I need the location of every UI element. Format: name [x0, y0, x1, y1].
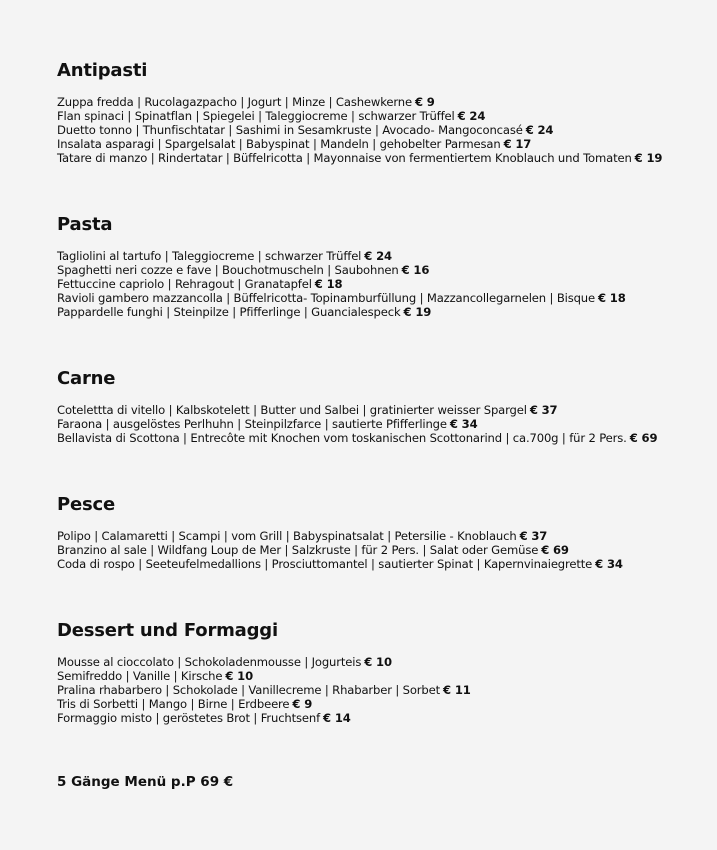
menu-item — [57, 277, 709, 291]
menu-item-price: € 69 — [541, 543, 569, 557]
menu-item-description: Bellavista di Scottona | Entrecôte mit Knochen vom toskanischen Scottonarind | ca.700g | für 2 Pers. — [57, 431, 627, 445]
menu-item-list — [57, 529, 709, 571]
menu-item-description: Pappardelle funghi | Steinpilze | Pfifferlinge | Guancialespeck — [57, 305, 401, 319]
menu-item — [57, 697, 709, 711]
menu-item-price: € 24 — [364, 249, 392, 263]
menu-item — [57, 263, 709, 277]
menu-item — [57, 557, 709, 571]
menu-item-list — [57, 655, 709, 725]
menu-item-description: Ravioli gambero mazzancolla | Büffelricotta- Topinamburfüllung | Mazzancollegarnelen | Bisque — [57, 291, 595, 305]
menu-item-description: Coda di rospo | Seeteufelmedallions | Prosciuttomantel | sautierter Spinat | Kapernvinaiegrette — [57, 557, 593, 571]
menu-item-list — [57, 249, 709, 319]
menu-item-price: € 69 — [629, 431, 658, 445]
menu-item-price: € 17 — [503, 137, 532, 151]
menu-item-description: Cotelettta di vitello | Kalbskotelett | Butter und Salbei | gratinierter weisser Spargel — [57, 403, 527, 417]
menu-item-price: € 10 — [364, 655, 392, 669]
menu-item-price: € 34 — [595, 557, 623, 571]
menu-item-price: € 34 — [449, 417, 478, 431]
set-menu-offer: 5 Gänge Menü p.P 69 € — [57, 774, 234, 790]
menu-item — [57, 431, 709, 445]
menu-item — [57, 151, 709, 165]
menu-item-price: € 11 — [443, 683, 471, 697]
menu-item — [57, 683, 709, 697]
menu-item-description: Faraona | ausgelöstes Perlhuhn | Steinpilzfarce | sautierte Pfifferlinge — [57, 417, 447, 431]
menu-item-description: Mousse al cioccolato | Schokoladenmousse | Jogurteis — [57, 655, 362, 669]
menu-item-price: € 16 — [401, 263, 430, 277]
menu-item-description: Flan spinaci | Spinatflan | Spiegelei | Taleggiocreme | schwarzer Trüffel — [57, 109, 455, 123]
menu-item-description: Duetto tonno | Thunfischtatar | Sashimi in Sesamkruste | Avocado- Mangoconcasé — [57, 123, 523, 137]
section-antipasti — [57, 60, 709, 165]
section-title: Dessert und Formaggi — [57, 620, 278, 641]
menu-item-description: Tris di Sorbetti | Mango | Birne | Erdbeere — [57, 697, 290, 711]
section-carne — [57, 368, 709, 445]
menu-item-description: Formaggio misto | geröstetes Brot | Fruchtsenf — [57, 711, 321, 725]
menu-item-price: € 18 — [314, 277, 343, 291]
menu-item — [57, 95, 709, 109]
menu-item — [57, 669, 709, 683]
menu-item — [57, 417, 709, 431]
menu-item — [57, 711, 709, 725]
menu-item-price: € 14 — [323, 711, 351, 725]
menu-item — [57, 137, 709, 151]
menu-item-price: € 9 — [292, 697, 313, 711]
menu-item — [57, 109, 709, 123]
menu-item-list — [57, 403, 709, 445]
menu-item-price: € 19 — [634, 151, 663, 165]
menu-item-price: € 10 — [225, 669, 254, 683]
menu-item — [57, 249, 709, 263]
menu-item-description: Semifreddo | Vanille | Kirsche — [57, 669, 223, 683]
menu-item-description: Polipo | Calamaretti | Scampi | vom Grill | Babyspinatsalat | Petersilie - Knoblauch — [57, 529, 517, 543]
section-title: Pasta — [57, 214, 113, 235]
menu-item-description: Zuppa fredda | Rucolagazpacho | Jogurt | Minze | Cashewkerne — [57, 95, 412, 109]
menu-item-price: € 9 — [414, 95, 435, 109]
menu-item-description: Tagliolini al tartufo | Taleggiocreme | schwarzer Trüffel — [57, 249, 362, 263]
menu-item-description: Insalata asparagi | Spargelsalat | Babyspinat | Mandeln | gehobelter Parmesan — [57, 137, 501, 151]
section-dessert-und-formaggi — [57, 620, 709, 725]
menu-item-description: Branzino al sale | Wildfang Loup de Mer | Salzkruste | für 2 Pers. | Salat oder Gemüse — [57, 543, 539, 557]
menu-item-price: € 18 — [597, 291, 626, 305]
menu-item-description: Pralina rhabarbero | Schokolade | Vanillecreme | Rhabarber | Sorbet — [57, 683, 441, 697]
menu-item-price: € 24 — [457, 109, 486, 123]
section-pesce — [57, 494, 709, 571]
section-title: Pesce — [57, 494, 115, 515]
menu-item-price: € 19 — [403, 305, 432, 319]
menu-item — [57, 123, 709, 137]
menu-item-description: Spaghetti neri cozze e fave | Bouchotmuscheln | Saubohnen — [57, 263, 399, 277]
section-title: Antipasti — [57, 60, 148, 81]
menu-item — [57, 543, 709, 557]
menu-item — [57, 291, 709, 305]
menu-item-description: Tatare di manzo | Rindertatar | Büffelricotta | Mayonnaise von fermentiertem Knoblauch und Tomaten — [57, 151, 632, 165]
menu-item-list — [57, 95, 709, 165]
menu-item-price: € 37 — [529, 403, 558, 417]
menu-item — [57, 529, 709, 543]
menu-item-price: € 24 — [525, 123, 554, 137]
menu-item — [57, 305, 709, 319]
menu-item-price: € 37 — [519, 529, 548, 543]
menu-item-description: Fettuccine capriolo | Rehragout | Granatapfel — [57, 277, 312, 291]
section-title: Carne — [57, 368, 116, 389]
menu-item — [57, 403, 709, 417]
section-pasta — [57, 214, 709, 319]
menu-item — [57, 655, 709, 669]
